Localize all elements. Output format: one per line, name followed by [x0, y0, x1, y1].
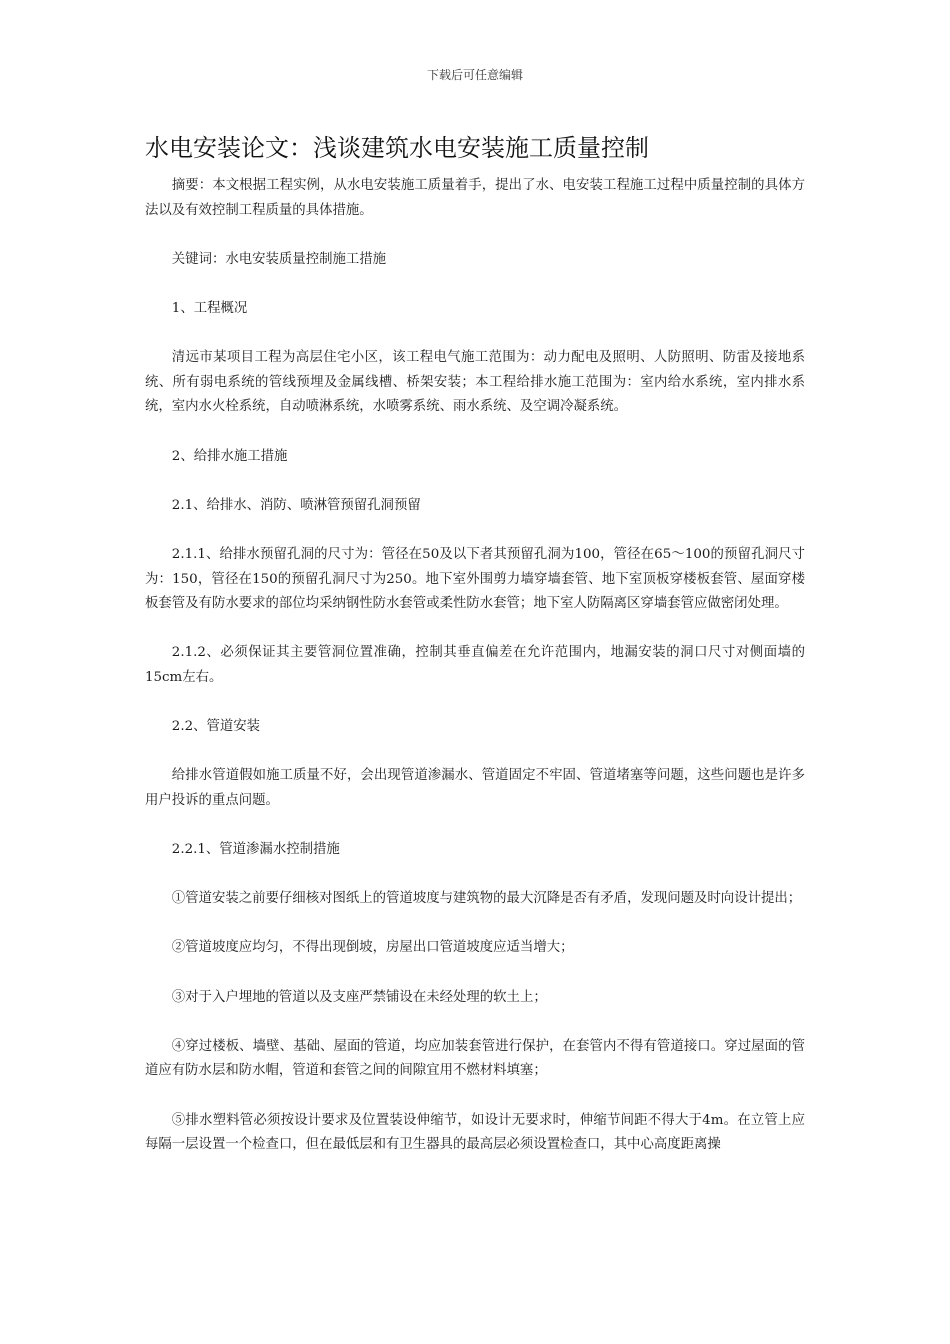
- list-item-5: ⑤排水塑料管必须按设计要求及位置装设伸缩节，如设计无要求时，伸缩节间距不得大于4m。在立管上应每隔一层设置一个检查口，但在最低层和有卫生器具的最高层必须设置检查口，其中心高度距离操: [145, 1112, 805, 1153]
- section-2-1-heading: 2.1、给排水、消防、喷淋管预留孔洞预留: [171, 497, 421, 513]
- section-1-heading: 1、工程概况: [171, 300, 248, 316]
- section-2-1-2-body: 2.1.2、必须保证其主要管洞位置准确，控制其垂直偏差在允许范围内，地漏安装的洞口尺寸对侧面墙的15cm左右。: [145, 645, 805, 685]
- document-body: [145, 130, 805, 1182]
- abstract-paragraph: 摘要：本文根据工程实例，从水电安装施工质量着手，提出了水、电安装工程施工过程中质量控制的具体方法以及有效控制工程质量的具体措施。: [145, 178, 805, 218]
- keywords-paragraph: 关键词：水电安装质量控制施工措施: [171, 251, 387, 267]
- header-note: 下载后可任意编辑: [426, 68, 523, 82]
- section-2-1-1-body: 2.1.1、给排水预留孔洞的尺寸为：管径在50及以下者其预留孔洞为100，管径在65～100的预留孔洞尺寸为：150，管径在150的预留孔洞尺寸为250。地下室外围剪力墙穿墙套管、地下室顶板穿楼板套管、屋面穿楼板套管及有防水要求的部位均采纳钢性防水套管或柔性防水套管；地下室人防隔离区穿墙套管应做密闭处理。: [145, 546, 805, 612]
- section-1-body: 清远市某项目工程为高层住宅小区，该工程电气施工范围为：动力配电及照明、人防照明、防雷及接地系统、所有弱电系统的管线预埋及金属线槽、桥架安装；本工程给排水施工范围为：室内给水系统，室内排水系统，室内水火栓系统，自动喷淋系统，水喷雾系统、雨水系统、及空调冷凝系统。: [145, 350, 805, 415]
- list-item-2: ②管道坡度应均匀，不得出现倒坡，房屋出口管道坡度应适当增大；: [171, 940, 574, 956]
- section-2-2-heading: 2.2、管道安装: [171, 719, 261, 735]
- list-item-1: ①管道安装之前要仔细核对图纸上的管道坡度与建筑物的最大沉降是否有矛盾，发现问题及时向设计提出；: [171, 891, 802, 907]
- list-item-3: ③对于入户埋地的管道以及支座严禁铺设在未经处理的软土上；: [171, 989, 547, 1005]
- section-2-2-1-heading: 2.2.1、管道渗漏水控制措施: [171, 842, 340, 858]
- list-item-4: ④穿过楼板、墙壁、基础、屋面的管道，均应加装套管进行保护，在套管内不得有管道接口。穿过屋面的管道应有防水层和防水帽，管道和套管之间的间隙宜用不燃材料填塞；: [145, 1038, 805, 1079]
- document-title: 水电安装论文：浅谈建筑水电安装施工质量控制: [145, 134, 649, 162]
- section-2-heading: 2、给排水施工措施: [171, 448, 288, 464]
- section-2-2-body: 给排水管道假如施工质量不好，会出现管道渗漏水、管道固定不牢固、管道堵塞等问题，这些问题也是许多用户投诉的重点问题。: [145, 768, 805, 808]
